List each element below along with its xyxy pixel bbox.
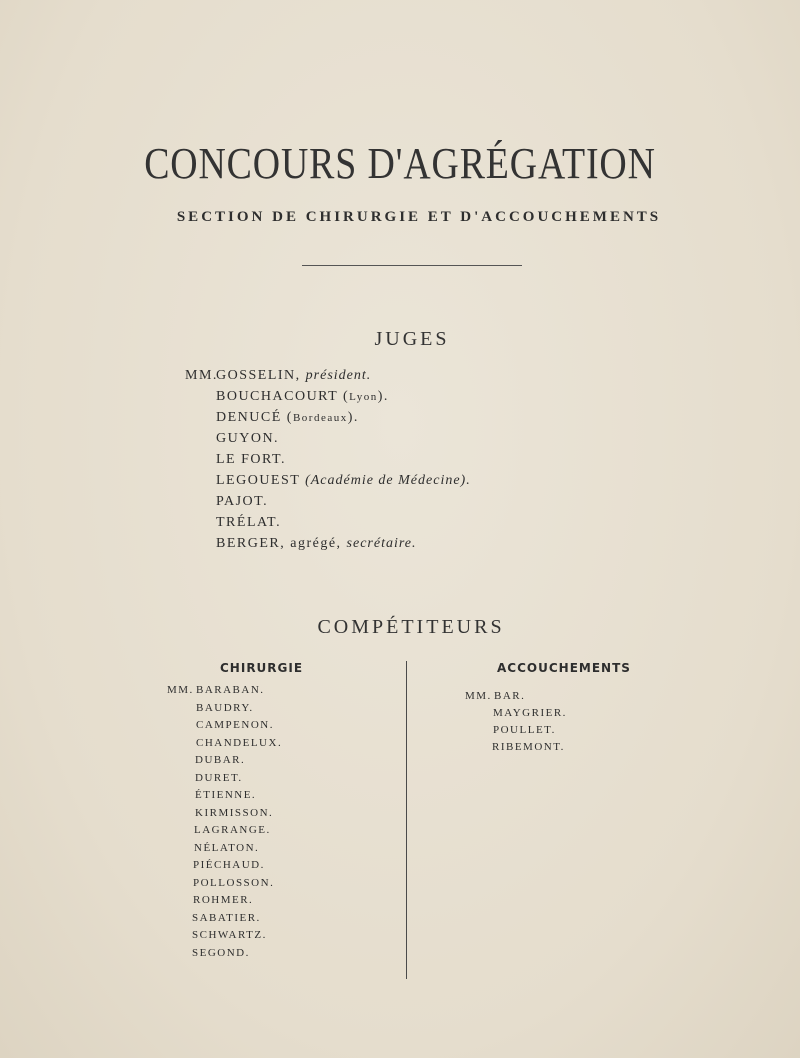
list-item xyxy=(196,719,274,731)
judge-note: (Académie de Médecine). xyxy=(305,473,471,488)
list-item xyxy=(196,737,282,749)
list-item xyxy=(195,789,256,801)
list-item xyxy=(193,859,265,871)
competitor-name: KIRMISSON. xyxy=(195,806,274,819)
judge-name: TRÉLAT. xyxy=(216,515,282,530)
judge-name: BOUCHACOURT ( xyxy=(216,389,350,404)
page-subtitle: SECTION DE CHIRURGIE ET D'ACCOUCHEMENTS xyxy=(176,209,662,225)
judge-item xyxy=(216,410,359,426)
competitor-name: BAUDRY. xyxy=(196,701,254,714)
competitor-name: SABATIER. xyxy=(192,911,261,924)
judge-item xyxy=(185,368,372,384)
judge-item xyxy=(216,389,389,405)
list-item xyxy=(195,772,243,784)
competitor-name: MAYGRIER. xyxy=(493,707,567,719)
judge-name: LE FORT. xyxy=(216,452,287,467)
judge-city: Lyon xyxy=(349,391,378,403)
judge-name: PAJOT. xyxy=(216,494,269,509)
chirurgie-prefix: MM. xyxy=(167,684,194,696)
list-item xyxy=(195,754,245,766)
competitor-name: POULLET. xyxy=(493,724,556,736)
page-title: CONCOURS D'AGRÉGATION xyxy=(144,139,656,188)
chirurgie-column-header: CHIRURGIE xyxy=(220,661,304,675)
list-item xyxy=(195,807,273,819)
judge-suffix: ). xyxy=(377,389,389,404)
competitor-name: BAR. xyxy=(494,690,526,702)
competitor-name: CAMPENON. xyxy=(196,719,274,731)
list-item xyxy=(493,724,556,736)
competiteurs-heading: COMPÉTITEURS xyxy=(317,616,505,638)
list-item xyxy=(196,702,254,714)
competitor-name: RIBEMONT. xyxy=(492,741,565,753)
list-item xyxy=(492,741,565,753)
list-item xyxy=(167,684,265,696)
competitor-name: ROHMER. xyxy=(193,894,254,906)
competitor-name: DURET. xyxy=(195,771,243,784)
judge-name: GUYON. xyxy=(216,431,280,446)
competitor-name: ÉTIENNE. xyxy=(195,789,257,801)
competitor-name: PIÉCHAUD. xyxy=(193,859,265,871)
judge-item xyxy=(216,494,268,510)
judge-name: GOSSELIN, xyxy=(216,368,306,383)
judge-name: LEGOUEST xyxy=(216,473,306,488)
judge-item xyxy=(216,515,281,531)
list-item xyxy=(193,877,274,889)
list-item xyxy=(493,707,567,719)
judges-prefix: MM. xyxy=(185,368,218,383)
list-item xyxy=(192,929,267,941)
judge-item xyxy=(216,452,286,468)
competitor-name: SEGOND. xyxy=(192,946,250,959)
list-item xyxy=(193,894,253,906)
judge-item xyxy=(216,431,279,447)
juges-heading: JUGES xyxy=(374,328,450,350)
judge-city: Bordeaux xyxy=(292,412,348,424)
competitor-name: LAGRANGE. xyxy=(194,824,271,836)
competitor-name: NÉLATON. xyxy=(194,841,260,854)
list-item xyxy=(465,690,526,702)
list-item xyxy=(192,947,250,959)
judge-note: secrétaire. xyxy=(346,536,417,551)
list-item xyxy=(194,842,259,854)
column-divider xyxy=(406,661,407,979)
accouchements-column-header: ACCOUCHEMENTS xyxy=(497,661,631,675)
competitor-name: BARABAN. xyxy=(196,684,265,696)
judge-name: BERGER, agrégé, xyxy=(216,536,347,551)
competitor-name: CHANDELUX. xyxy=(196,736,283,749)
judge-item xyxy=(216,536,417,552)
list-item xyxy=(192,912,261,924)
title-rule xyxy=(302,265,522,266)
judge-name: DENUCÉ ( xyxy=(216,410,293,425)
accouchements-prefix: MM. xyxy=(465,690,492,702)
competitor-name: DUBAR. xyxy=(195,754,246,766)
judge-item xyxy=(216,473,471,489)
judge-suffix: ). xyxy=(347,410,359,425)
list-item xyxy=(194,824,271,836)
competitor-name: POLLOSSON. xyxy=(193,876,275,889)
judge-note: président. xyxy=(305,368,372,383)
competitor-name: SCHWARTZ. xyxy=(192,929,267,941)
